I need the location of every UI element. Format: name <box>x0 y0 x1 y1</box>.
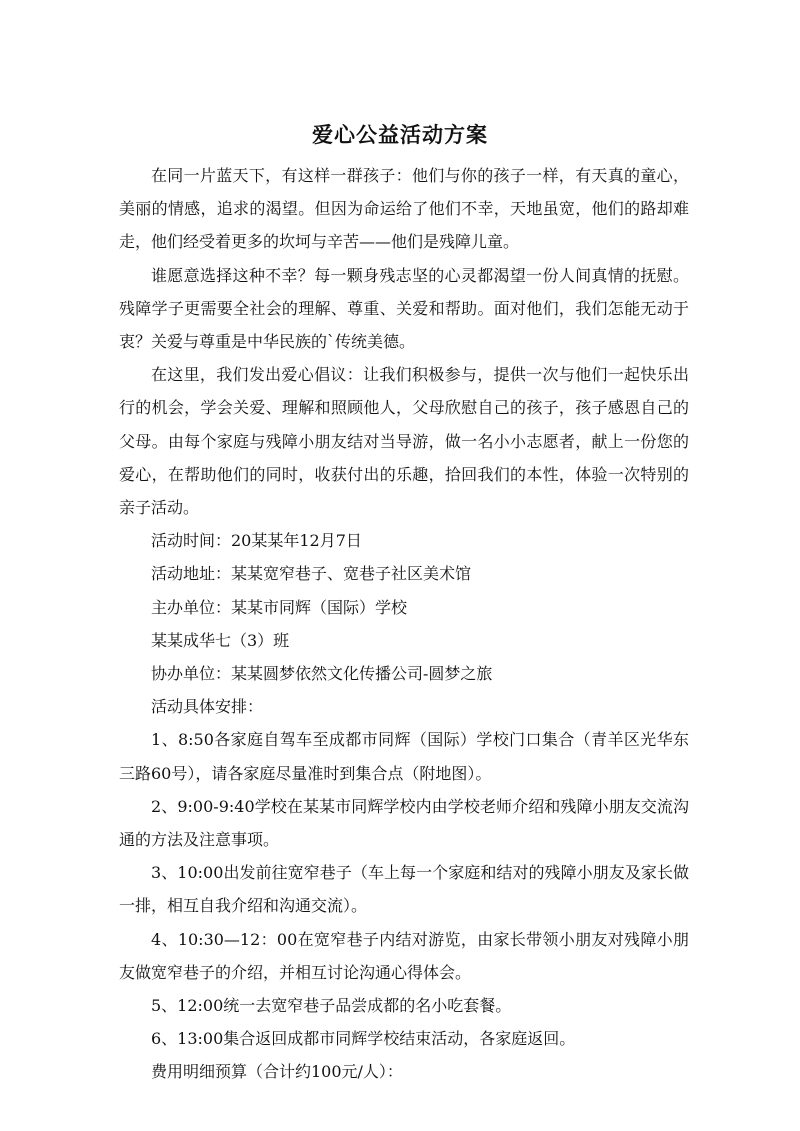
paragraph-intro: 在同一片蓝天下，有这样一群孩子：他们与你的孩子一样，有天真的童心，美丽的情感，追求的渴望。但因为命运给了他们不幸，天地虽宽，他们的路却难走，他们经受着更多的坎坷与辛苦——他们是残障儿童。 <box>119 166 689 252</box>
schedule-item: 2、9:00-9:40学校在某某市同辉学校内由学校老师介绍和残障小朋友交流沟通的方法及注意事项。 <box>119 796 689 850</box>
activity-time: 活动时间：20某某年12月7日 <box>151 531 362 551</box>
document-title: 爱心公益活动方案 <box>312 123 488 147</box>
activity-location: 活动地址：某某宽窄巷子、宽巷子社区美术馆 <box>151 564 472 584</box>
paragraph-initiative: 在这里，我们发出爱心倡议：让我们积极参与，提供一次与他们一起快乐出行的机会，学会关爱、理解和照顾他人，父母欣慰自己的孩子，孩子感恩自己的父母。由每个家庭与残障小朋友结对当导游，做一名小小志愿者，献上一份您的爱心，在帮助他们的同时，收获付出的乐趣，拾回我们的本性，体验一次特别的亲子活动。 <box>119 365 689 518</box>
co-organizer: 协办单位：某某圆梦依然文化传播公司-圆梦之旅 <box>151 664 493 684</box>
schedule-heading: 活动具体安排： <box>151 697 264 717</box>
organizer-class: 某某成华七（3）班 <box>151 630 290 650</box>
organizer: 主办单位：某某市同辉（国际）学校 <box>151 597 408 617</box>
schedule-item: 6、13:00集合返回成都市同辉学校结束活动，各家庭返回。 <box>151 1029 576 1049</box>
schedule-item: 1、8:50各家庭自驾车至成都市同辉（国际）学校门口集合（青羊区光华东三路60号），请各家庭尽量准时到集合点（附地图）。 <box>119 730 689 783</box>
schedule-item: 5、12:00统一去宽窄巷子品尝成都的名小吃套餐。 <box>151 996 512 1016</box>
schedule-item: 4、10:30—12：00在宽窄巷子内结对游览，由家长带领小朋友对残障小朋友做宽窄巷子的介绍，并相互讨论沟通心得体会。 <box>119 929 689 982</box>
paragraph-appeal: 谁愿意选择这种不幸？每一颗身残志坚的心灵都渴望一份人间真情的抚慰。残障学子更需要全社会的理解、尊重、关爱和帮助。面对他们，我们怎能无动于衷？关爱与尊重是中华民族的`传统美德。 <box>119 265 689 352</box>
schedule-item: 3、10:00出发前往宽窄巷子（车上每一个家庭和结对的残障小朋友及家长做一排，相互自我介绍和沟通交流）。 <box>119 863 689 916</box>
budget-heading: 费用明细预算（合计约100元/人）： <box>151 1062 403 1082</box>
document-body <box>119 159 689 1089</box>
